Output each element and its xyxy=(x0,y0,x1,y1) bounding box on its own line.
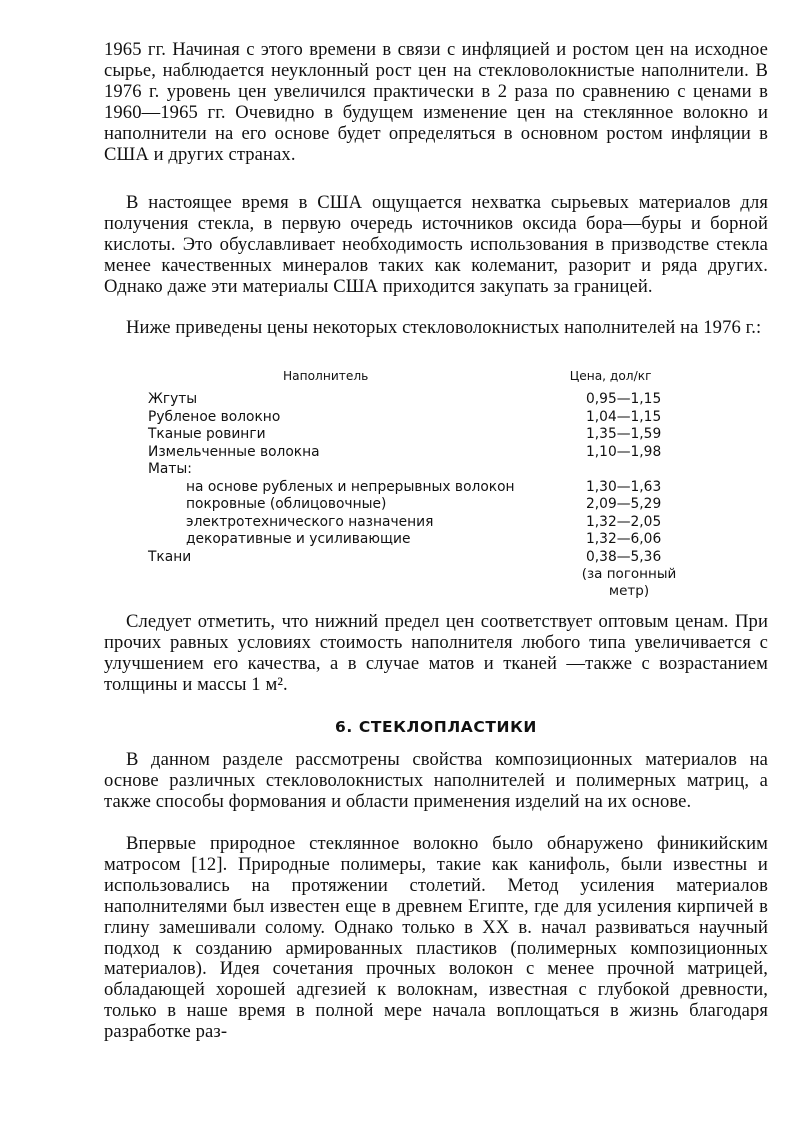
table-row xyxy=(148,549,688,567)
filler-price: 1,35—1,59 xyxy=(586,426,662,442)
filler-price: 1,04—1,15 xyxy=(586,408,662,425)
table-row xyxy=(148,531,688,549)
paragraph-section-scope: В данном разделе рассмотрены свойства композиционных материалов на основе различных стекловолокнистых наполнителей и полимерных матриц, а также способы формования и области применения изделий на их основе. xyxy=(104,749,768,812)
filler-name: Измельченные волокна xyxy=(148,443,320,460)
filler-price: 1,30—1,63 xyxy=(586,478,662,495)
paragraph-price-list-intro: Ниже приведены цены некоторых стекловолокнистых наполнителей на 1976 г.: xyxy=(126,317,762,338)
filler-price: 0,38—5,36 xyxy=(586,548,662,565)
paragraph-raw-material-shortage: В настоящее время в США ощущается нехватка сырьевых материалов для получения стекла, в первую очередь источников оксида бора—буры и борной кислоты. Это обуславливает необходимость использования в призводстве стекла менее качественных минералов таких как колеманит, разорит и ряда других. Однако даже эти материалы США приходится закупать за границей. xyxy=(104,192,768,297)
filler-price: 2,09—5,29 xyxy=(586,496,662,512)
filler-name: Рубленое волокно xyxy=(148,408,281,425)
price-table-header xyxy=(148,368,688,391)
table-row xyxy=(148,479,688,497)
filler-name: Маты: xyxy=(148,461,192,477)
filler-name: на основе рубленых и непрерывных волокон xyxy=(186,478,515,495)
section-heading: 6. СТЕКЛОПЛАСТИКИ xyxy=(335,718,537,736)
paragraph-price-remarks: Следует отметить, что нижний предел цен соответствует оптовым ценам. При прочих равных условиях стоимость наполнителя любого типа увеличивается с улучшением его качества, а в случае матов и тканей —также с возрастанием толщины и массы 1 м². xyxy=(104,611,768,695)
table-row xyxy=(148,461,688,479)
table-row xyxy=(148,496,688,514)
table-note xyxy=(148,566,688,600)
table-row xyxy=(148,444,688,462)
column-header-price: Цена, дол/кг xyxy=(569,369,652,383)
filler-price: 1,10—1,98 xyxy=(586,443,662,460)
price-table xyxy=(148,368,688,600)
table-row xyxy=(148,391,688,409)
paragraph-inflation-prices: 1965 гг. Начиная с этого времени в связи с инфляцией и ростом цен на исходное сырье, наблюдается неуклонный рост цен на стекловолокнистые наполнители. В 1976 г. уровень цен увеличился практически в 2 раза по сравнению с ценами в 1960—1965 гг. Очевидно в будущем изменение цен на стеклянное волокно и наполнители на его основе будет определяться в основном ростом инфляции в США и других странах. xyxy=(104,39,768,165)
table-row xyxy=(148,409,688,427)
filler-name: Тканые ровинги xyxy=(148,426,266,442)
filler-name: декоративные и усиливающие xyxy=(186,531,411,547)
filler-price: 1,32—2,05 xyxy=(586,513,662,530)
filler-price xyxy=(568,461,688,479)
table-row xyxy=(148,514,688,532)
column-header-filler: Наполнитель xyxy=(283,369,369,383)
filler-price: 1,32—6,06 xyxy=(586,531,662,547)
per-meter-note: (за погонный метр) xyxy=(581,566,677,599)
filler-name: Жгуты xyxy=(148,391,198,407)
filler-name: электротехнического назначения xyxy=(186,513,434,530)
table-row xyxy=(148,426,688,444)
filler-name: покровные (облицовочные) xyxy=(186,496,387,512)
filler-price: 0,95—1,15 xyxy=(586,391,662,407)
filler-name: Ткани xyxy=(148,548,192,565)
paragraph-history: Впервые природное стеклянное волокно было обнаружено финикийским матросом [12]. Природные полимеры, такие как канифоль, были известны и использовались на протяжении столетий. Метод усиления материалов наполнителями был известен еще в древнем Египте, где для усиления кирпичей в глину замешивали солому. Однако только в XX в. начал развиваться научный подход к созданию армированных пластиков (полимерных композиционных материалов). Идея сочетания прочных волокон с менее прочной матрицей, обладающей хорошей адгезией к волокнам, известная с глубокой древности, только в наше время в полной мере начала воплощаться в жизнь благодаря разработке раз- xyxy=(104,833,768,1043)
